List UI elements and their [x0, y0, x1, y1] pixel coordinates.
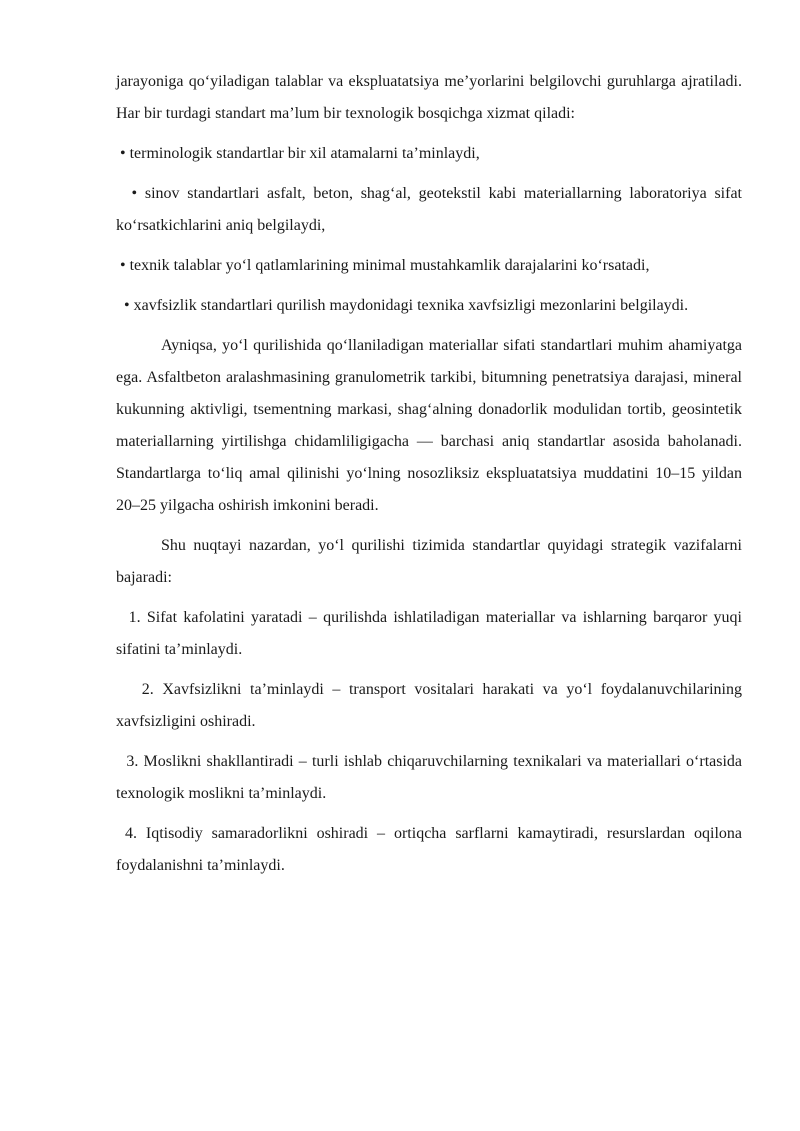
bullet-terminology: • terminologik standartlar bir xil atamalarni ta’minlaydi,: [116, 145, 480, 162]
paragraph-intro: jarayoniga qo‘yiladigan talablar va ekspluatatsiya me’yorlarini belgilovchi guruhlarga ajratiladi. Har bir turdagi standart ma’lum bir texnologik bosqichga xizmat qiladi:: [116, 73, 742, 122]
paragraph-strategic: Shu nuqtayi nazardan, yo‘l qurilishi tizimida standartlar quyidagi strategik vazifalarni bajaradi:: [116, 537, 742, 586]
document-page: [116, 66, 747, 882]
bullet-technical: • texnik talablar yo‘l qatlamlarining minimal mustahkamlik darajalarini ko‘rsatadi,: [116, 257, 650, 274]
paragraph-materials: Ayniqsa, yo‘l qurilishida qo‘llaniladigan materiallar sifati standartlari muhim ahamiyatga ega. Asfaltbeton aralashmasining granulometrik tarkibi, bitumning penetratsiya darajasi, mineral kukunning aktivligi, tsementning markasi, shag‘alning donadorlik modulidan tortib, geosintetik materiallarning yirtilishga chidamliligigacha — barchasi aniq standartlar asosida baholanadi. Standartlarga to‘liq amal qilinishi yo‘lning nosozliksiz ekspluatatsiya muddatini 10–15 yildan 20–25 yilgacha oshirish imkonini beradi.: [116, 337, 742, 514]
list-item-1: 1. Sifat kafolatini yaratadi – qurilishda ishlatiladigan materiallar va ishlarning barqaror yuqi sifatini ta’minlaydi.: [116, 609, 747, 658]
list-item-2: 2. Xavfsizlikni ta’minlaydi – transport vositalari harakati va yo‘l foydalanuvchilarining xavfsizligini oshiradi.: [116, 681, 747, 730]
bullet-safety: • xavfsizlik standartlari qurilish maydonidagi texnika xavfsizligi mezonlarini belgilaydi.: [116, 297, 689, 314]
bullet-testing: • sinov standartlari asfalt, beton, shag‘al, geotekstil kabi materiallarning laboratoriya sifat ko‘rsatkichlarini aniq belgilaydi,: [116, 185, 747, 234]
list-item-4: 4. Iqtisodiy samaradorlikni oshiradi – ortiqcha sarflarni kamaytiradi, resurslardan oqilona foydalanishni ta’minlaydi.: [116, 825, 747, 874]
list-item-3: 3. Moslikni shakllantiradi – turli ishlab chiqaruvchilarning texnikalari va materiallari o‘rtasida texnologik moslikni ta’minlaydi.: [116, 753, 747, 802]
